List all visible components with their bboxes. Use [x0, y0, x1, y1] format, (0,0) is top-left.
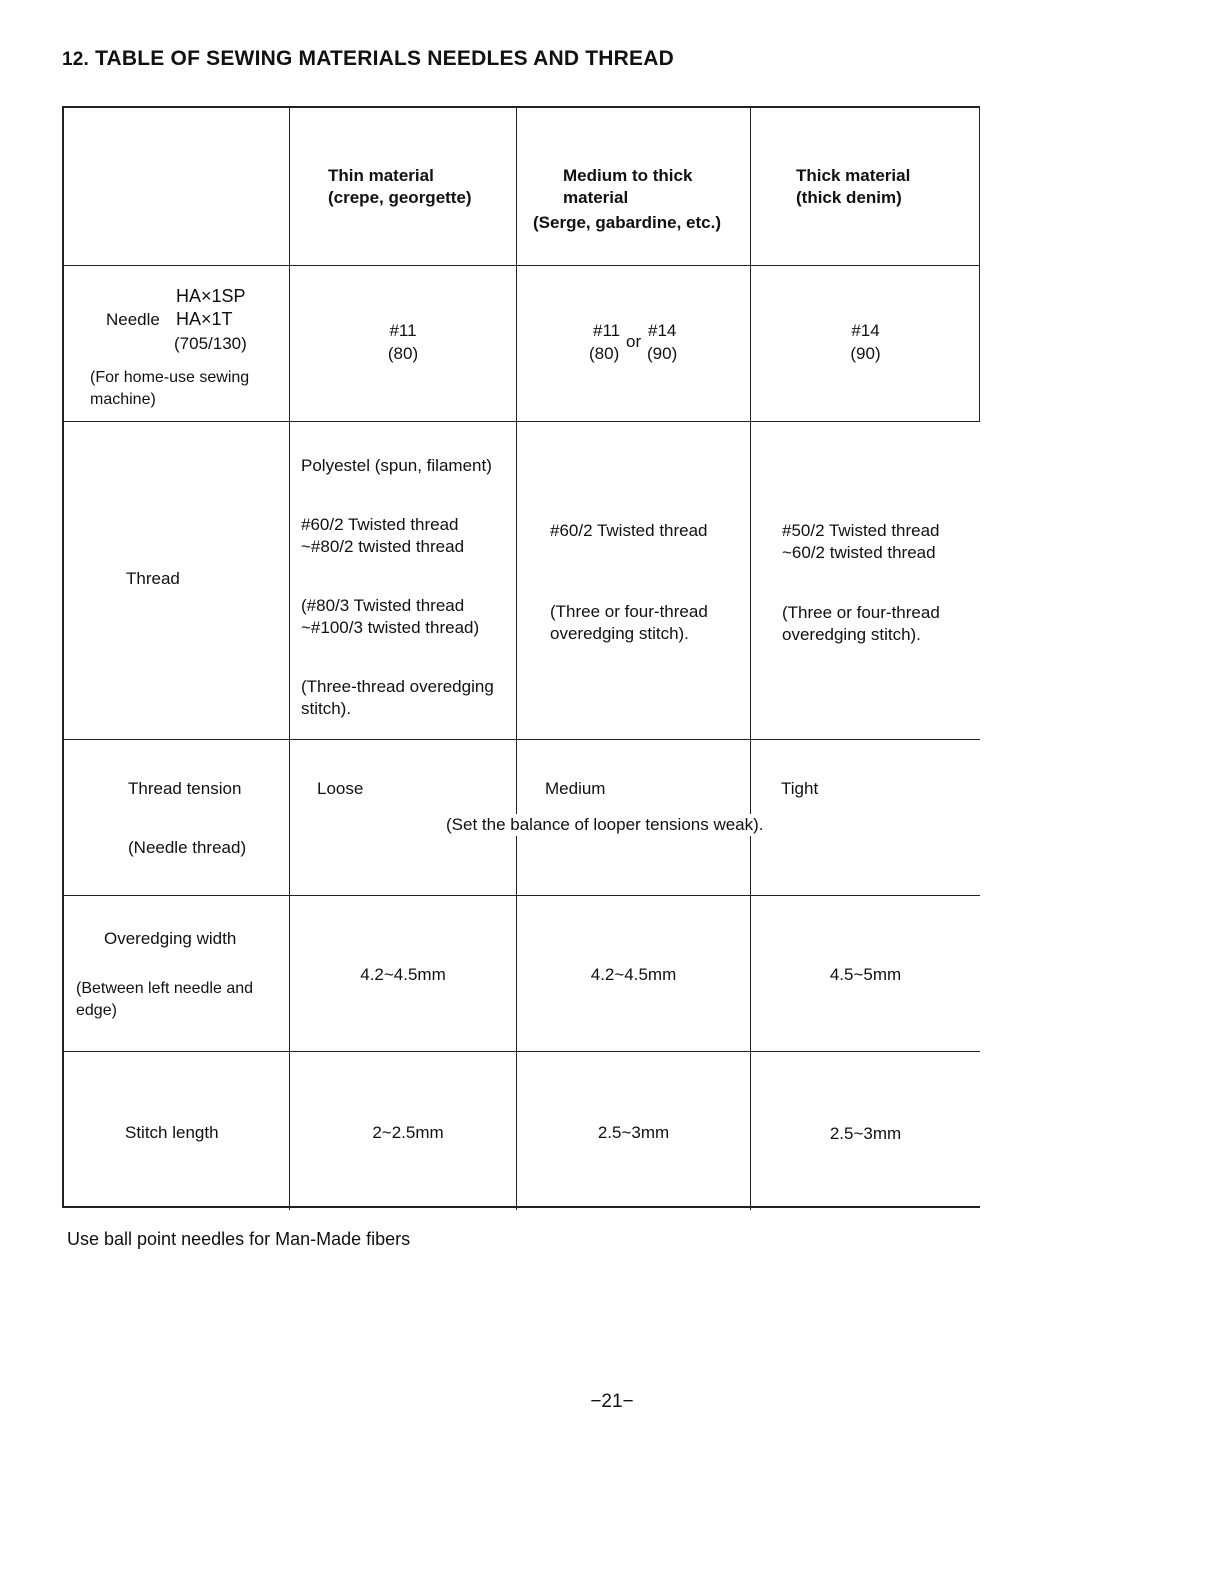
width-sub-1: (Between left needle and — [76, 980, 254, 997]
header-thick-2: (thick denim) — [796, 188, 902, 207]
tension-thin: Loose — [317, 779, 364, 798]
thread-thin-p2a: #60/2 Twisted thread — [301, 515, 459, 534]
column-divider-2b — [516, 792, 517, 814]
needle-medium-metric-a: (80) — [589, 344, 620, 363]
header-thick-1: Thick material — [796, 166, 911, 185]
thread-label: Thread — [126, 569, 180, 588]
column-divider-3b — [750, 836, 751, 1210]
sewing-materials-table — [62, 106, 980, 1208]
row-divider-1 — [64, 265, 980, 266]
page-title — [62, 47, 674, 71]
column-divider-2 — [516, 108, 517, 792]
thread-thin-p2b: ~#80/2 twisted thread — [301, 537, 465, 556]
width-medium: 4.2~4.5mm — [590, 965, 677, 984]
column-divider-1 — [289, 108, 290, 1210]
row-divider-3 — [64, 739, 980, 740]
header-thin-2: (crepe, georgette) — [328, 188, 472, 207]
needle-medium-size-b: #14 — [648, 321, 677, 340]
needle-medium-or: or — [626, 332, 642, 351]
row-divider-5 — [64, 1051, 980, 1052]
stitch-thick: 2.5~3mm — [829, 1124, 902, 1143]
thread-medium-p1: #60/2 Twisted thread — [550, 521, 708, 540]
header-thin-1: Thin material — [328, 166, 434, 185]
thread-thin-p3b: ~#100/3 twisted thread) — [301, 618, 480, 637]
needle-thin-metric: (80) — [387, 344, 419, 363]
thread-thick-p1a: #50/2 Twisted thread — [782, 521, 940, 540]
needle-medium-metric-b: (90) — [647, 344, 678, 363]
stitch-label: Stitch length — [125, 1123, 219, 1142]
needle-thick-metric: (90) — [850, 344, 881, 363]
tension-medium: Medium — [545, 779, 606, 798]
needle-thick-size: #14 — [851, 321, 880, 340]
thread-thick-p2a: (Three or four-thread — [782, 603, 940, 622]
thread-thick-p1b: ~60/2 twisted thread — [782, 543, 936, 562]
section-number: 12. — [62, 49, 90, 70]
needle-note-2: machine) — [90, 391, 156, 408]
needle-type-2: HA×1T — [176, 309, 233, 329]
needle-type-1: HA×1SP — [176, 286, 246, 306]
footnote: Use ball point needles for Man-Made fibers — [67, 1229, 411, 1249]
thread-medium-p2b: overedging stitch). — [550, 624, 689, 643]
needle-thin-size: #11 — [389, 321, 417, 340]
tension-label: Thread tension — [128, 779, 242, 798]
row-divider-4 — [64, 895, 980, 896]
column-divider-2c — [516, 836, 517, 1210]
needle-label: Needle — [106, 310, 160, 329]
column-divider-3 — [750, 108, 751, 814]
header-medium-1: Medium to thick — [563, 166, 693, 185]
needle-type-3: (705/130) — [174, 334, 247, 353]
page-number: −21− — [590, 1391, 634, 1412]
thread-thin-p3a: (#80/3 Twisted thread — [301, 596, 465, 615]
stitch-medium: 2.5~3mm — [597, 1123, 670, 1142]
thread-thin-p4b: stitch). — [301, 699, 352, 718]
needle-note-1: (For home-use sewing — [90, 369, 250, 386]
stitch-thin: 2~2.5mm — [372, 1123, 444, 1142]
tension-note: (Set the balance of looper tensions weak). — [446, 815, 764, 834]
needle-medium-size-a: #11 — [593, 321, 621, 340]
tension-thick: Tight — [781, 779, 819, 798]
header-medium-2: material — [563, 188, 629, 207]
thread-thin-p4a: (Three-thread overedging — [301, 677, 494, 696]
tension-sublabel: (Needle thread) — [128, 838, 247, 857]
width-label: Overedging width — [104, 929, 237, 948]
row-divider-2 — [64, 421, 980, 422]
thread-thin-p1: Polyestel (spun, filament) — [301, 456, 492, 475]
width-sub-2: edge) — [76, 1002, 117, 1019]
width-thin: 4.2~4.5mm — [360, 965, 446, 984]
thread-thick-p2b: overedging stitch). — [782, 625, 921, 644]
header-medium-3: (Serge, gabardine, etc.) — [533, 213, 721, 232]
section-title: TABLE OF SEWING MATERIALS NEEDLES AND THREAD — [95, 47, 674, 70]
thread-medium-p2a: (Three or four-thread — [550, 602, 708, 621]
width-thick: 4.5~5mm — [829, 965, 902, 984]
